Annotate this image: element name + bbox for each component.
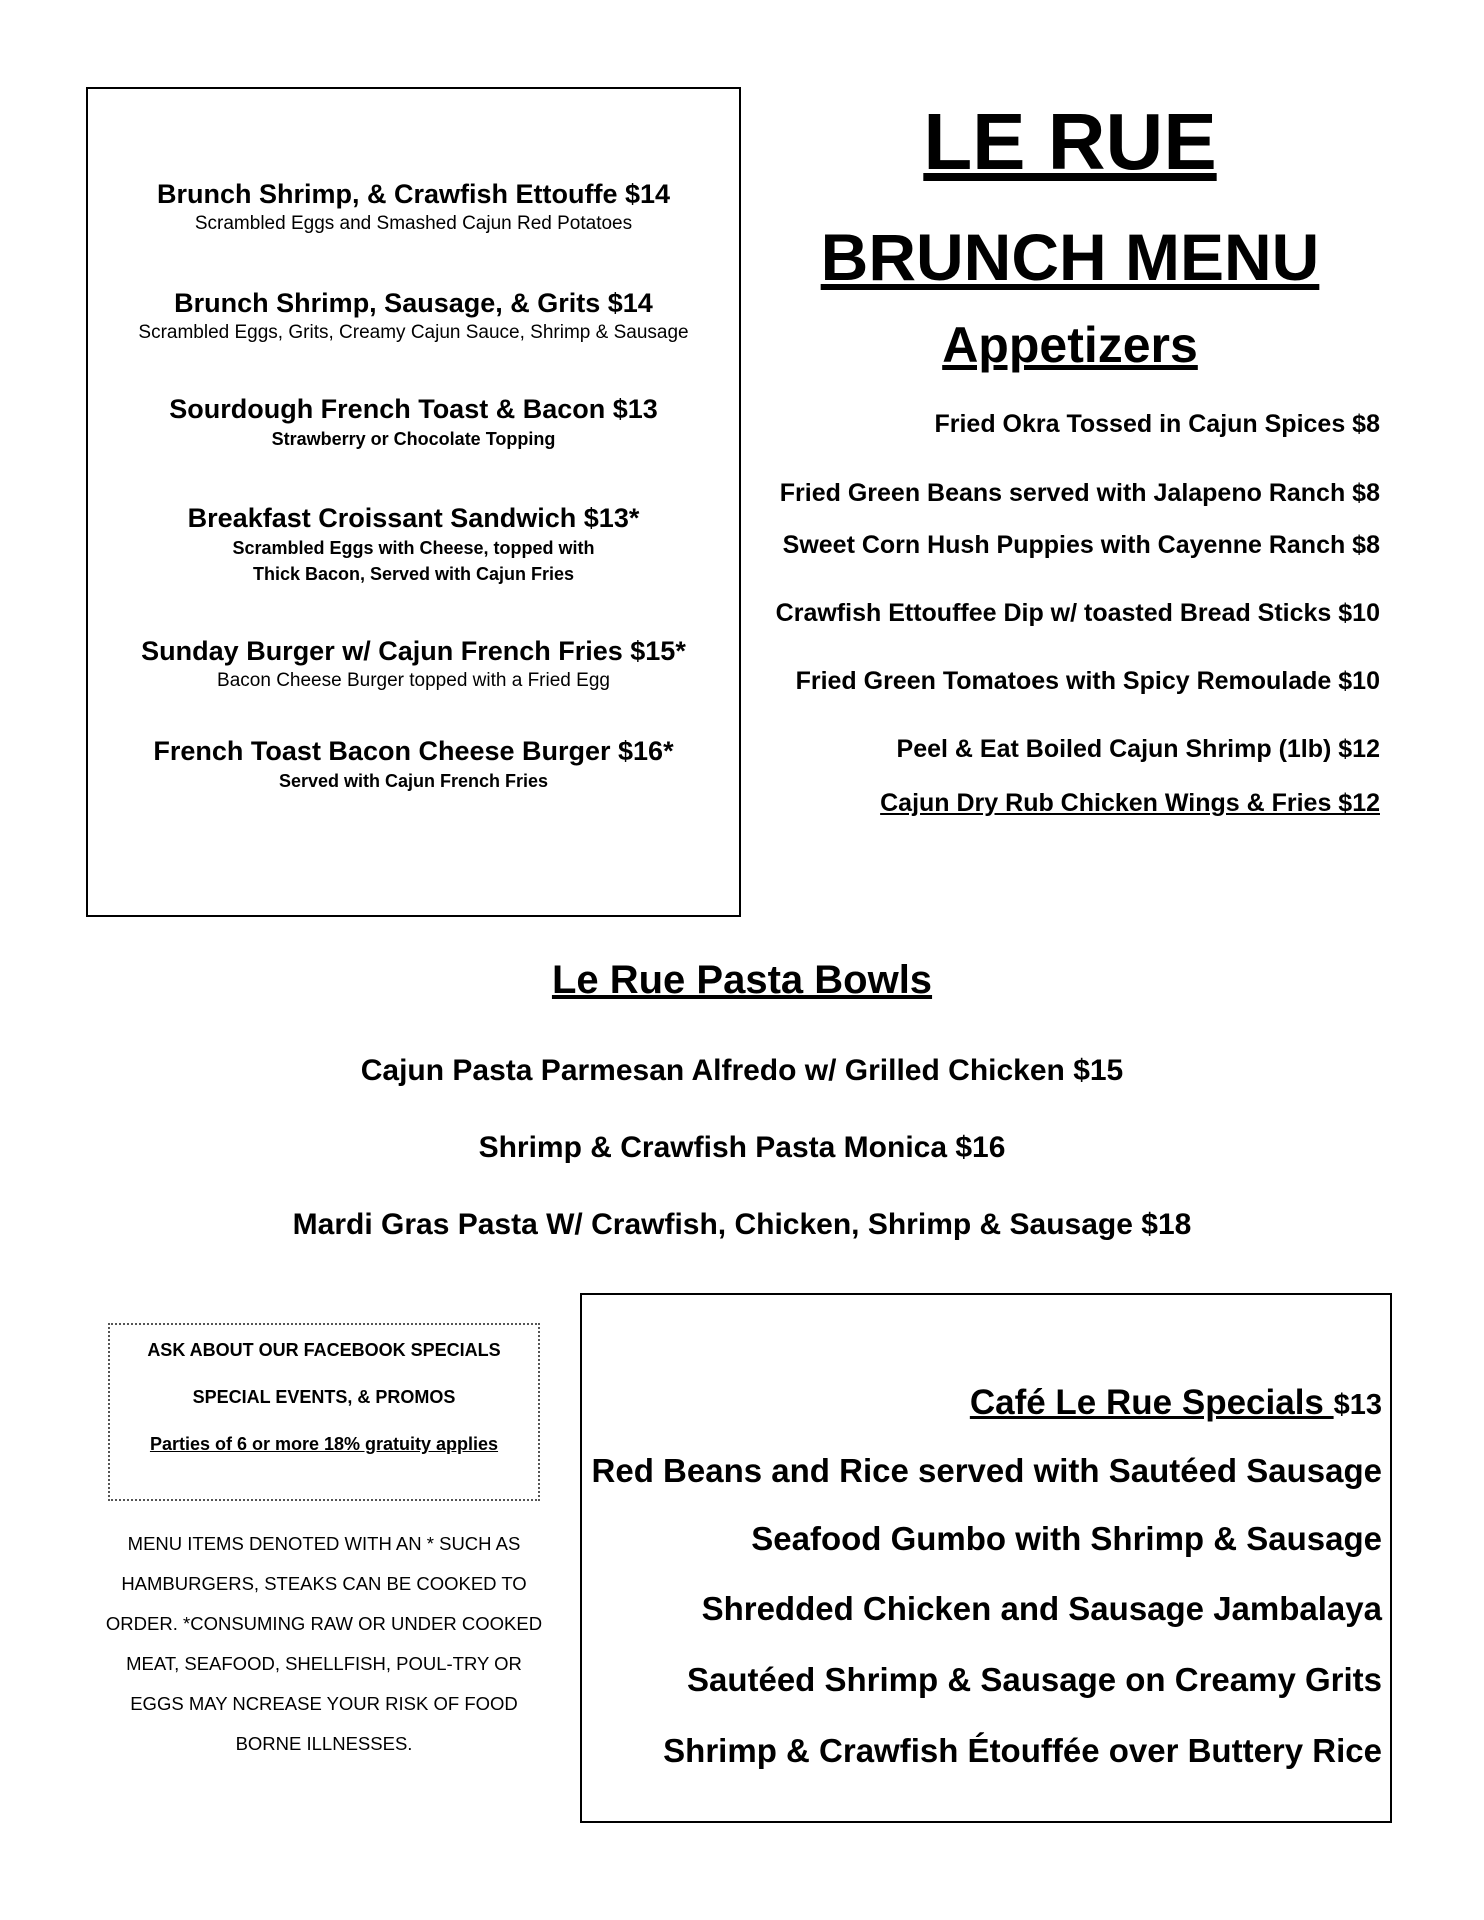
appetizer-item: Crawfish Ettouffee Dip w/ toasted Bread Sticks $10 — [775, 599, 1380, 627]
specials-heading — [970, 1381, 1382, 1427]
pasta-item: Cajun Pasta Parmesan Alfredo w/ Grilled Chicken $15 — [360, 1054, 1124, 1087]
brunch-item-desc: Thick Bacon, Served with Cajun Fries — [252, 564, 575, 584]
brunch-item-desc: Bacon Cheese Burger topped with a Fried Egg — [217, 670, 610, 691]
specials-heading-text: Café Le Rue Specials — [969, 1383, 1334, 1422]
appetizer-item: Fried Green Beans served with Jalapeno Ranch $8 — [779, 479, 1380, 507]
appetizer-item: Fried Green Tomatoes with Spicy Remoulade $10 — [795, 667, 1380, 695]
specials-item: Sautéed Shrimp & Sausage on Creamy Grits — [686, 1661, 1382, 1698]
brunch-item-name: Brunch Shrimp, Sausage, & Grits $14 — [174, 288, 653, 318]
facebook-line: ASK ABOUT OUR FACEBOOK SPECIALS — [147, 1340, 501, 1360]
disclaimer-text: MENU ITEMS DENOTED WITH AN * SUCH AS HAMBURGERS, STEAKS CAN BE COOKED TO ORDER. *CONSUMING RAW OR UNDER COOKED MEAT, SEAFOOD, SHELLFISH, POUL-TRY OR EGGS MAY NCREASE YOUR RISK OF FOOD BORNE ILLNESSES. — [105, 1533, 543, 1754]
pasta-item: Shrimp & Crawfish Pasta Monica $16 — [478, 1131, 1006, 1164]
specials-box — [580, 1293, 1392, 1823]
restaurant-title: LE RUE — [923, 97, 1217, 186]
specials-item: Red Beans and Rice served with Sautéed Sausage — [591, 1452, 1382, 1489]
appetizer-item: Cajun Dry Rub Chicken Wings & Fries $12 — [880, 789, 1380, 817]
pasta-heading: Le Rue Pasta Bowls — [551, 958, 933, 1002]
specials-price: $13 — [1333, 1389, 1382, 1421]
appetizer-item: Fried Okra Tossed in Cajun Spices $8 — [934, 410, 1380, 438]
brunch-item-desc: Served with Cajun French Fries — [278, 771, 549, 791]
appetizer-item: Sweet Corn Hush Puppies with Cayenne Ranch $8 — [782, 531, 1380, 559]
brunch-item — [88, 177, 739, 237]
brunch-item-name: Breakfast Croissant Sandwich $13* — [187, 503, 640, 533]
brunch-menu-box — [86, 87, 741, 917]
brunch-item — [88, 501, 739, 587]
brunch-item-desc: Scrambled Eggs and Smashed Cajun Red Potatoes — [194, 213, 633, 234]
brunch-item — [88, 392, 739, 452]
facebook-specials-box — [108, 1323, 540, 1501]
brunch-item-name: Sunday Burger w/ Cajun French Fries $15* — [141, 636, 686, 666]
promos-line: SPECIAL EVENTS, & PROMOS — [192, 1387, 456, 1407]
gratuity-line: Parties of 6 or more 18% gratuity applies — [149, 1434, 499, 1454]
specials-item: Seafood Gumbo with Shrimp & Sausage — [751, 1520, 1382, 1557]
brunch-item — [88, 286, 739, 346]
specials-item: Shrimp & Crawfish Étouffée over Buttery Rice — [663, 1732, 1382, 1769]
menu-title: BRUNCH MENU — [820, 220, 1320, 294]
brunch-item — [88, 634, 739, 694]
appetizers-heading: Appetizers — [942, 317, 1198, 373]
brunch-item-name: Brunch Shrimp, & Crawfish Ettouffe $14 — [156, 179, 671, 209]
pasta-item: Mardi Gras Pasta W/ Crawfish, Chicken, Shrimp & Sausage $18 — [292, 1208, 1192, 1241]
brunch-item-name: French Toast Bacon Cheese Burger $16* — [153, 736, 674, 766]
brunch-item-name: Sourdough French Toast & Bacon $13 — [169, 394, 658, 424]
brunch-item-desc: Strawberry or Chocolate Topping — [271, 429, 556, 449]
appetizer-item: Peel & Eat Boiled Cajun Shrimp (1lb) $12 — [896, 735, 1380, 763]
brunch-item-desc: Scrambled Eggs with Cheese, topped with — [232, 538, 595, 558]
brunch-item-desc: Scrambled Eggs, Grits, Creamy Cajun Sauce, Shrimp & Sausage — [138, 322, 689, 343]
specials-item: Shredded Chicken and Sausage Jambalaya — [701, 1590, 1382, 1627]
brunch-item — [88, 734, 739, 794]
